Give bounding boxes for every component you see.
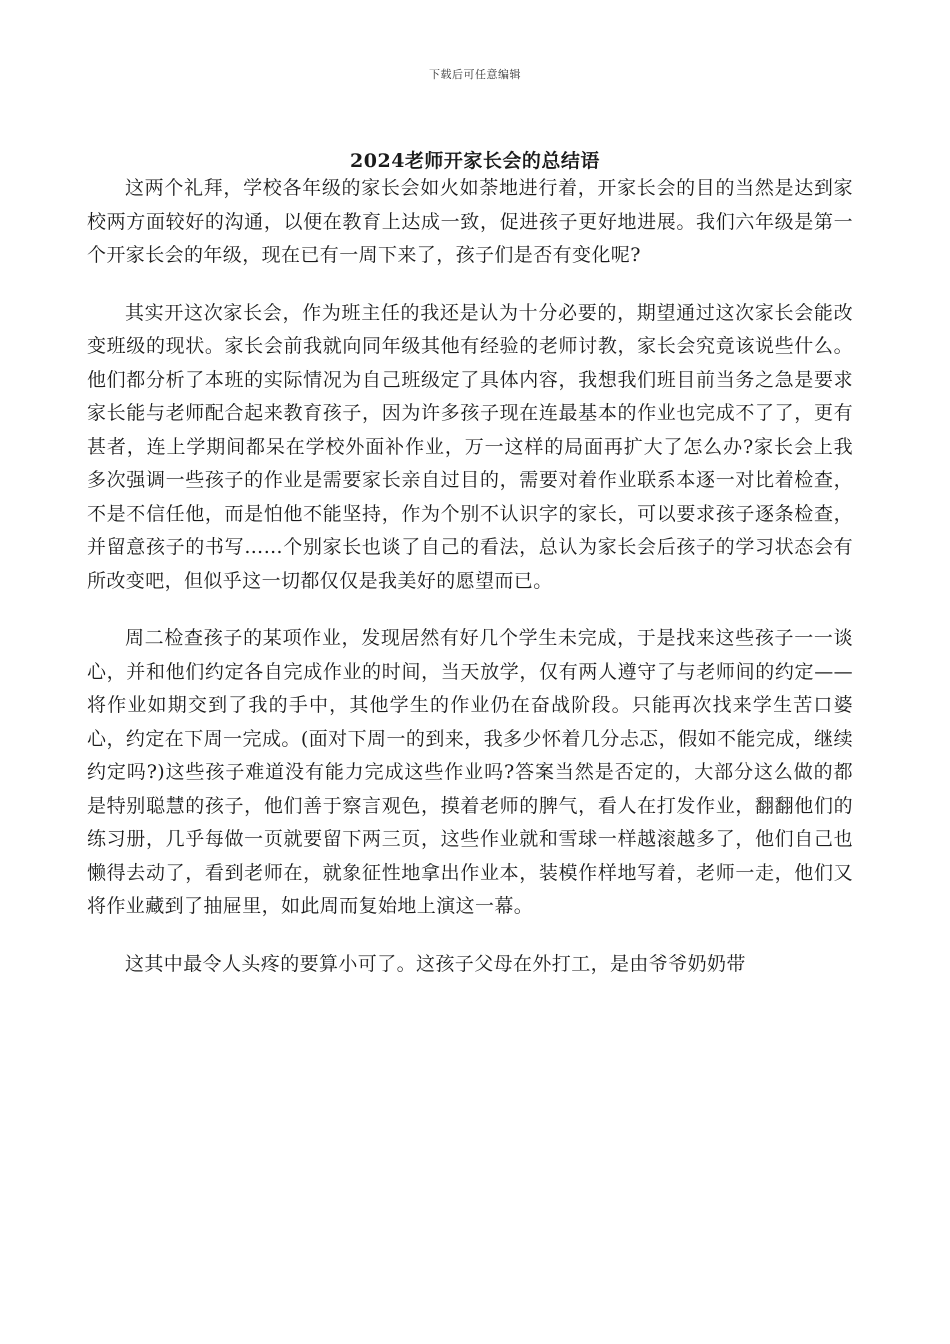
document-body <box>87 172 853 1005</box>
page-header-note: 下载后可任意编辑 <box>429 68 521 81</box>
paragraph-3: 周二检查孩子的某项作业，发现居然有好几个学生未完成，于是找来这些孩子一一谈心，并和他们约定各自完成作业的时间，当天放学，仅有两人遵守了与老师间的约定——将作业如期交到了我的手中，其他学生的作业仍在奋战阶段。只能再次找来学生苦口婆心，约定在下周一完成。(面对下周一的到来，我多少怀着几分忐忑，假如不能完成，继续约定吗?)这些孩子难道没有能力完成这些作业吗?答案当然是否定的，大部分这么做的都是特别聪慧的孩子，他们善于察言观色，摸着老师的脾气，看人在打发作业，翻翻他们的练习册，几乎每做一页就要留下两三页，这些作业就和雪球一样越滚越多了，他们自己也懒得去动了，看到老师在，就象征性地拿出作业本，装模作样地写着，老师一走，他们又将作业藏到了抽屉里，如此周而复始地上演这一幕。 <box>87 627 853 917</box>
paragraph-1: 这两个礼拜，学校各年级的家长会如火如荼地进行着，开家长会的目的当然是达到家校两方面较好的沟通，以便在教育上达成一致，促进孩子更好地进展。我们六年级是第一个开家长会的年级，现在已有一周下来了，孩子们是否有变化呢? <box>87 177 853 266</box>
document-title: 2024老师开家长会的总结语 <box>350 150 600 172</box>
paragraph-4: 这其中最令人头疼的要算小可了。这孩子父母在外打工，是由爷爷奶奶带 <box>125 952 746 975</box>
paragraph-2: 其实开这次家长会，作为班主任的我还是认为十分必要的，期望通过这次家长会能改变班级的现状。家长会前我就向同年级其他有经验的老师讨教，家长会究竟该说些什么。他们都分析了本班的实际情况为自己班级定了具体内容，我想我们班目前当务之急是要求家长能与老师配合起来教育孩子，因为许多孩子现在连最基本的作业也完成不了了，更有甚者，连上学期间都呆在学校外面补作业，万一这样的局面再扩大了怎么办?家长会上我多次强调一些孩子的作业是需要家长亲自过目的，需要对着作业联系本逐一对比着检查，不是不信任他，而是怕他不能坚持，作为个别不认识字的家长，可以要求孩子逐条检查，并留意孩子的书写……个别家长也谈了自己的看法，总认为家长会后孩子的学习状态会有所改变吧，但似乎这一切都仅仅是我美好的愿望而已。 <box>87 301 853 592</box>
